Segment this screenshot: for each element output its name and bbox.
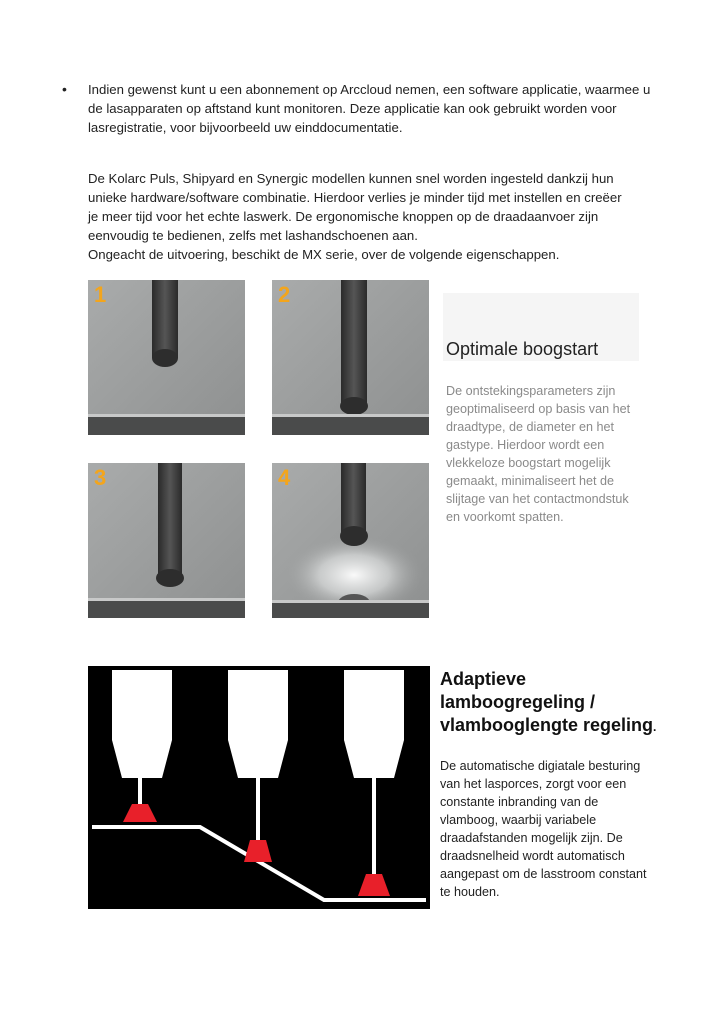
photo-number: 4: [278, 465, 291, 490]
bullet-text: Indien gewenst kunt u een abonnement op Arccloud nemen, een software applicatie, waarmee u de lasapparaten op aftstand kunt monitoren. Deze applicatie kan ook gebruikt worden voor lasregistratie, voor bijvoorbeeld uw einddocumentatie.: [88, 82, 651, 135]
bullet-symbol: •: [62, 81, 67, 97]
adaptief-heading-text: Adaptieve lamboogregeling / vlambooglengte regeling: [440, 669, 654, 735]
arc-start-photo-1: [88, 280, 245, 435]
photo-3-graphic: [88, 463, 245, 618]
arc-start-photo-4: [272, 463, 429, 618]
photo-1-graphic: [88, 280, 245, 435]
photo-number: 1: [94, 282, 107, 307]
adaptive-arc-diagram: [88, 666, 430, 909]
arc-start-photo-2: [272, 280, 429, 435]
intro-line: unieke hardware/software combinatie. Hierdoor verlies je minder tijd met instellen en creëer: [88, 190, 622, 205]
photo-number: 2: [278, 282, 291, 307]
arc-start-photo-3: [88, 463, 245, 618]
intro-paragraph: [88, 169, 668, 264]
bullet-item: [62, 80, 662, 137]
photo-2-graphic: [272, 280, 429, 435]
adaptief-heading: [440, 668, 670, 739]
photo-number: 3: [94, 465, 107, 490]
intro-line: De Kolarc Puls, Shipyard en Synergic modellen kunnen snel worden ingesteld dankzij hun: [88, 171, 614, 186]
photo-4-graphic: [272, 463, 429, 618]
intro-line: Ongeacht de uitvoering, beschikt de MX serie, over de volgende eigenschappen.: [88, 247, 560, 262]
boogstart-heading: Optimale boogstart: [446, 339, 599, 359]
boogstart-text: De ontstekingsparameters zijn geoptimaliseerd op basis van het draadtype, de diameter en het gastype. Hierdoor wordt een vlekkeloze boogstart mogelijk gemaakt, minimaliseert het de slijtage van het contactmondstuk en voorkomt spatten.: [446, 384, 631, 524]
adaptief-heading-period: .: [653, 720, 657, 734]
intro-line: eenvoudig te bedienen, zelfs met lashandschoenen aan.: [88, 228, 418, 243]
adaptief-text: De automatische digiatale besturing van het lasporces, zorgt voor een constante inbranding van de vlamboog, waarbij variabele draadafstanden mogelijk zijn. De draadsnelheid wordt automatisch aangepast om de lasstroom constant te houden.: [440, 759, 647, 899]
intro-line: je meer tijd voor het echte laswerk. De ergonomische knoppen op de draadaanvoer zijn: [88, 209, 599, 224]
diagram-graphic: [88, 666, 430, 909]
